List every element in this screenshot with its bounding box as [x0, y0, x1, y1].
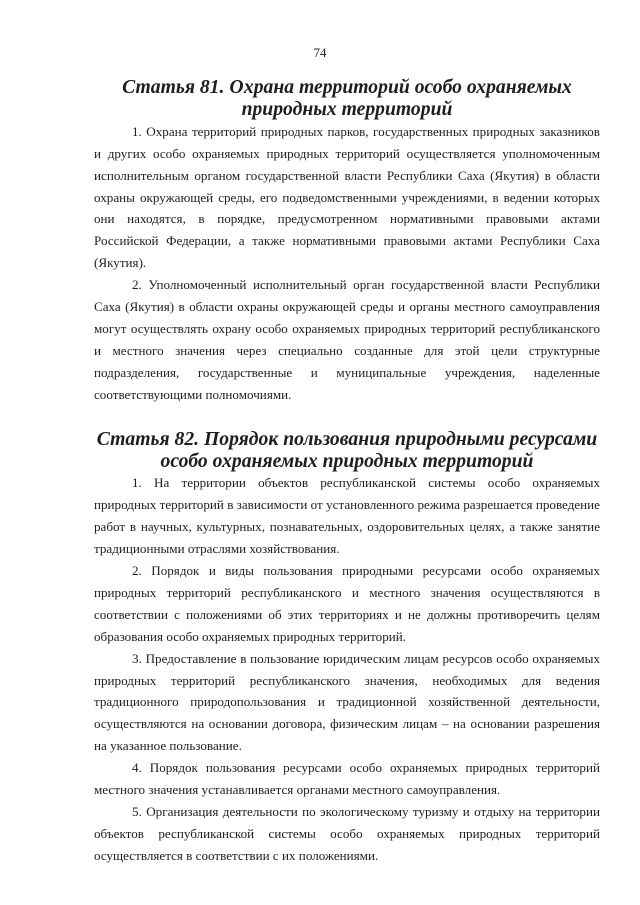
article-82-paragraph-4: 4. Порядок пользования ресурсами особо охраняемых природных территорий местного значения устанавливается органами местного самоуправления.	[94, 760, 600, 798]
article-82-paragraph-1: 1. На территории объектов республиканской системы особо охраняемых природных территорий в зависимости от установленного режима разрешается проведение работ в научных, культурных, познавательных, оздоровительных целях, а также занятие традиционными отраслями хозяйствования.	[94, 475, 600, 557]
article-82-paragraph-2: 2. Порядок и виды пользования природными ресурсами особо охраняемых природных территорий республиканского и местного значения осуществляются в соответствии с положениями об этих территориях и не должны противоречить целям образования особо охраняемых природных территорий.	[94, 563, 600, 644]
document-body	[94, 77, 600, 867]
article-82-title	[94, 429, 600, 473]
article-81-title-line: Статья 81. Охрана территорий особо охраняемых природных территорий	[122, 76, 572, 120]
article-spacer	[94, 406, 600, 429]
article-82-title-line-1: Статья 82. Порядок пользования природными ресурсами	[96, 427, 598, 450]
article-82-paragraph-5: 5. Организация деятельности по экологическому туризму и отдыху на территории объектов республиканской системы особо охраняемых природных территорий осуществляется в соответствии с их положениями.	[94, 804, 600, 863]
article-81-paragraph-2: 2. Уполномоченный исполнительный орган государственной власти Республики Саха (Якутия) в области охраны окружающей среды и органы местного самоуправления могут осуществлять охрану особо охраняемых природных территорий республиканского и местного значения через специально созданные для этой цели структурные подразделения, государственные и муниципальные учреждения, наделенные соответствующими полномочиями.	[94, 277, 600, 402]
article-81	[94, 77, 600, 406]
article-82-paragraph-3: 3. Предоставление в пользование юридическим лицам ресурсов особо охраняемых природных территорий республиканского значения, необходимых для ведения традиционного природопользования и традиционной хозяйственной деятельности, осуществляются на основании договора, физическим лицам – на основании разрешения на указанное пользование.	[94, 650, 600, 754]
article-81-title	[94, 77, 600, 121]
page-number: 74	[313, 45, 327, 60]
article-81-paragraph-1: 1. Охрана территорий природных парков, государственных природных заказников и других особо охраняемых природных территорий осуществляется уполномоченным исполнительным органом государственной власти Республики Саха (Якутия) в области охраны окружающей среды, его подведомственными учреждениями, в ведении которых они находятся, в порядке, предусмотренном нормативными правовыми актами Российской Федерации, а также нормативными правовыми актами Республики Саха (Якутия).	[94, 123, 600, 271]
article-82	[94, 429, 600, 867]
article-82-title-line-2: особо охраняемых природных территорий	[160, 449, 534, 472]
